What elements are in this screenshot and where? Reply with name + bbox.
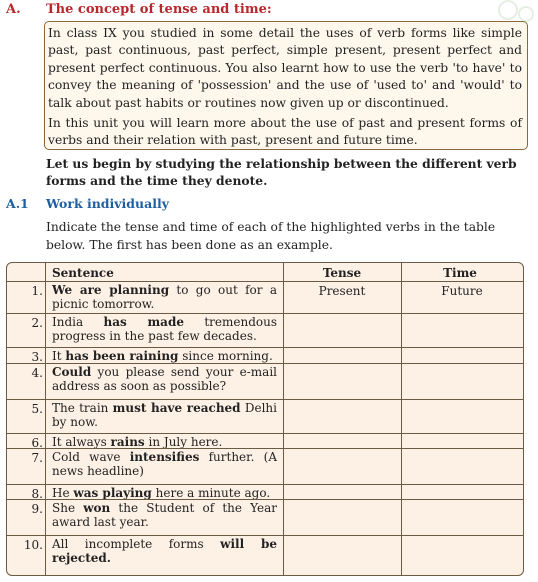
header-time: Time xyxy=(443,266,477,280)
row-number: 8. xyxy=(31,487,43,501)
row-sentence xyxy=(52,316,277,343)
subsection-number: A.1 xyxy=(6,196,29,211)
sentence-text: to go out for a picnic tomorrow. xyxy=(52,283,277,311)
sentence-text: Cold wave xyxy=(52,450,130,464)
header-tense: Tense xyxy=(322,266,362,280)
row-sentence xyxy=(52,366,277,393)
row-sentence xyxy=(52,502,277,529)
sentence-text: in July here. xyxy=(144,435,223,449)
table-row xyxy=(7,433,523,449)
sentence-text: here a minute ago. xyxy=(151,486,271,500)
row-tense: Present xyxy=(318,284,366,298)
sentence-text: It xyxy=(52,349,66,363)
row-number: 10. xyxy=(23,538,43,552)
sentence-text: He xyxy=(52,486,74,500)
table-row xyxy=(7,399,523,434)
highlighted-verb: has been raining xyxy=(65,349,179,363)
table-row xyxy=(7,499,523,536)
row-sentence xyxy=(52,538,277,565)
row-number: 4. xyxy=(31,366,43,380)
sentence-text: It always xyxy=(52,435,111,449)
sentence-text: All incomplete forms xyxy=(52,537,221,551)
sentence-text: the Student of the Year award last year. xyxy=(52,501,277,529)
subsection-title: Work individually xyxy=(46,196,169,211)
verb-table xyxy=(6,262,524,576)
highlighted-verb: rains xyxy=(110,435,145,449)
table-row xyxy=(7,281,523,314)
sentence-text: India xyxy=(52,315,104,329)
row-number: 3. xyxy=(31,350,43,364)
highlighted-verb: will be rejected. xyxy=(52,537,277,565)
highlighted-verb: Could xyxy=(52,365,92,379)
header-sentence: Sentence xyxy=(52,266,114,280)
row-number: 5. xyxy=(31,402,43,416)
table-row xyxy=(7,484,523,500)
table-row xyxy=(7,535,523,574)
intro-paragraph-2: In this unit you will learn more about the use of past and present forms of verbs and their relation with past, present and future time. xyxy=(48,116,522,148)
intro-paragraph-1: In class IX you studied in some detail the uses of verb forms like simple past, past continuous, past perfect, simple present, present perfect and present perfect continuous. You also learnt how to use the verb 'to have' to convey the meaning of 'possession' and the use of 'used to' and 'would' to talk about past habits or routines now given up or discontinued. xyxy=(48,26,522,110)
sentence-text: further. (A news headline) xyxy=(52,450,277,478)
row-sentence xyxy=(52,402,277,429)
section-letter: A. xyxy=(6,2,21,17)
highlighted-verb: We are planning xyxy=(52,283,170,297)
highlighted-verb: has made xyxy=(103,315,184,329)
sentence-text: The train xyxy=(52,401,113,415)
lead-text: Let us begin by studying the relationship between the different verb forms and the time they denote. xyxy=(46,156,517,189)
sentence-text: She xyxy=(52,501,84,515)
row-number: 1. xyxy=(31,284,43,298)
row-sentence xyxy=(52,451,277,478)
table-row xyxy=(7,313,523,348)
row-number: 7. xyxy=(31,451,43,465)
row-number: 6. xyxy=(31,436,43,450)
row-number: 9. xyxy=(31,502,43,516)
row-sentence xyxy=(52,350,277,364)
row-sentence xyxy=(52,284,277,311)
highlighted-verb: intensifies xyxy=(129,450,200,464)
table-row xyxy=(7,363,523,400)
table-row xyxy=(7,448,523,485)
table-row xyxy=(7,347,523,364)
highlighted-verb: was playing xyxy=(73,486,152,500)
highlighted-verb: must have reached xyxy=(112,401,241,415)
instruction-text: Indicate the tense and time of each of the highlighted verbs in the table below. The first has been done as an example. xyxy=(46,220,496,252)
sentence-text: Delhi by now. xyxy=(52,401,277,429)
section-title: The concept of tense and time: xyxy=(46,2,272,17)
row-number: 2. xyxy=(31,316,43,330)
sentence-text: you please send your e-mail address as soon as possible? xyxy=(52,365,277,393)
highlighted-verb: won xyxy=(83,501,111,515)
intro-box xyxy=(44,21,528,150)
row-time: Future xyxy=(441,284,483,298)
sentence-text: tremendous progress in the past few decades. xyxy=(52,315,277,343)
sentence-text: since morning. xyxy=(178,349,273,363)
